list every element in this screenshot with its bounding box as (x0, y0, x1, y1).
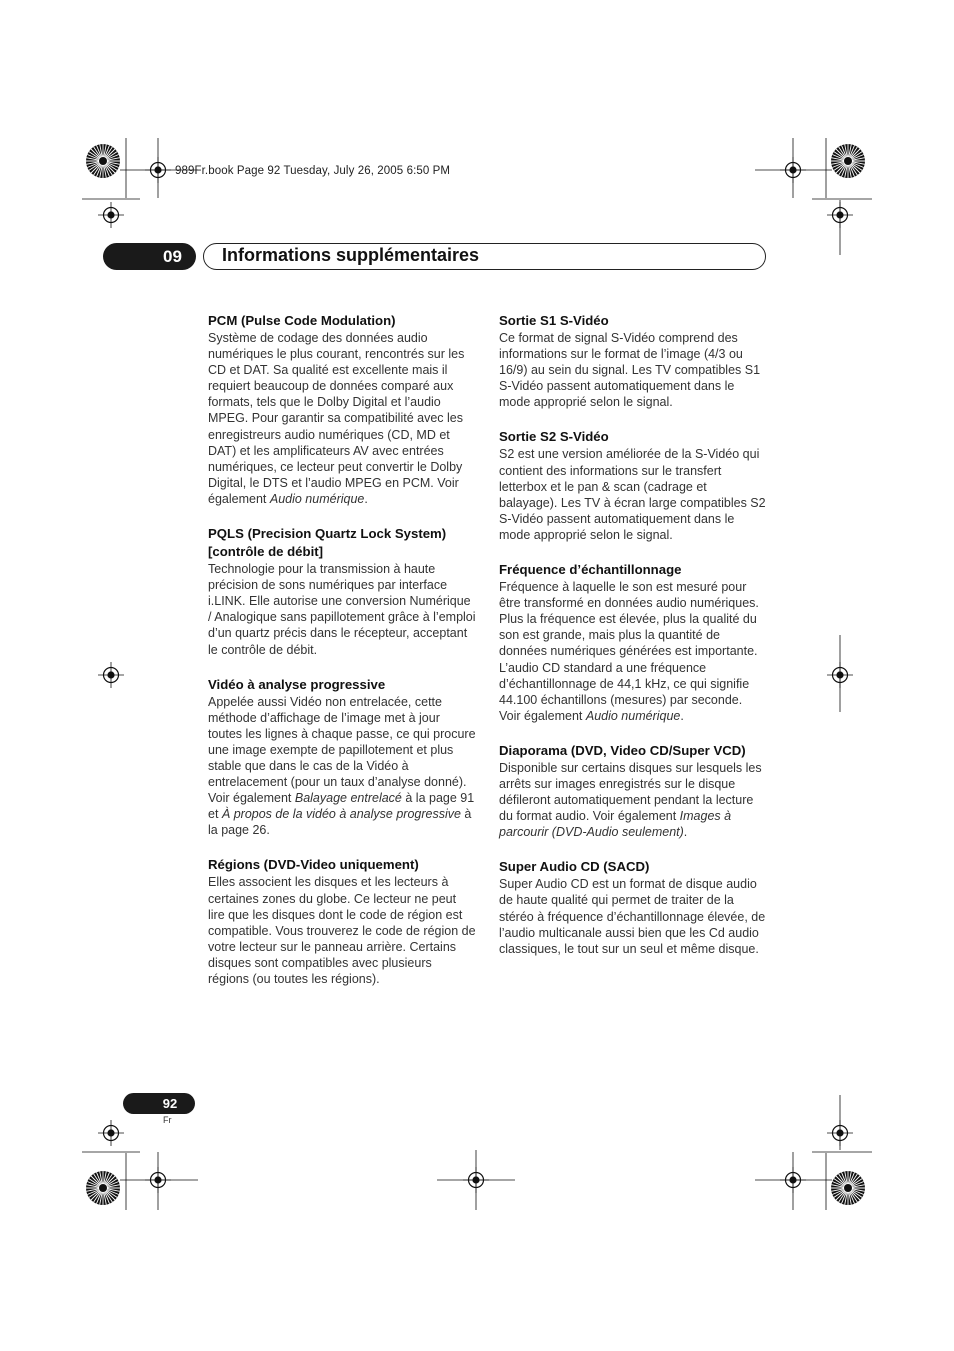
corner-mark-top-right (755, 138, 872, 255)
glossary-term: Sortie S2 S-Vidéo (499, 429, 609, 445)
cross-reference: À propos de la vidéo à analyse progressive (221, 807, 461, 822)
glossary-term: PCM (Pulse Code Modulation) (208, 313, 396, 328)
glossary-entry (499, 312, 767, 410)
definition-text: . (364, 491, 368, 506)
definition-text: à la page 91 et (208, 791, 475, 822)
definition-text: S2 est une version améliorée de la S-Vidéo qui contient des informations sur le transfert letterbox et le pan & scan (cadrage et balayage). Les TV à écran large compatibles S2 S-Vidéo passent automatiquement dans le mode approprié selon le signal. (499, 447, 766, 542)
definition-text: Ce format de signal S-Vidéo comprend des informations sur le format de l’image (4/3 ou 16/9) au sein du signal. Les TV compatibles S1 S-Vidéo passent automatiquement dans le mode approprié selon le signal. (499, 331, 761, 410)
glossary-definition (208, 330, 476, 507)
glossary-entry (208, 312, 476, 507)
glossary-entry (208, 676, 476, 839)
bottom-center-mark (437, 1150, 515, 1210)
corner-mark-bottom-left (82, 1120, 198, 1210)
glossary-definition (208, 694, 476, 839)
glossary-column-left (208, 312, 476, 1005)
chapter-title: Informations supplémentaires (222, 245, 480, 265)
definition-text: . (680, 708, 684, 723)
glossary-term: Fréquence d’échantillonnage (499, 562, 682, 578)
glossary-term: PQLS (Precision Quartz Lock System) [contrôle de débit] (208, 526, 447, 560)
glossary-definition (208, 874, 476, 987)
definition-text: Elles associent les disques et les lecteurs à certaines zones du globe. Ce lecteur ne peut lire que les disques dont le code de région est compatible. Vous trouverez le code de région de votre lecteur sur le panneau arrière. Certains disques sont compatibles avec plusieurs régions (ou toutes les régions). (208, 875, 476, 986)
glossary-definition (499, 760, 767, 840)
glossary-entry (499, 561, 767, 724)
definition-text: Technologie pour la transmission à haute précision de sons numériques par interface i.LINK. Elle autorise une conversion Numérique / Analogique sans papillotement grâce à l’emploi d’un quartz précis dans le récepteur, acceptant le contrôle de débit. (208, 562, 476, 657)
glossary-entry (499, 428, 767, 543)
glossary-definition (499, 446, 767, 543)
glossary-entry (499, 858, 767, 956)
glossary-column-right (499, 312, 767, 975)
cross-reference: Audio numérique (269, 491, 365, 506)
definition-text: Appelée aussi Vidéo non entrelacée, cette méthode d’affichage de l’image met à jour toutes les lignes à chaque passe, ce qui procure une image exempte de papillotement et plus stable que dans le cas de la Vidéo à entrelacement (pour un taux d’analyse donné). Voir également (208, 694, 476, 806)
cross-reference: Balayage entrelacé (294, 791, 402, 806)
glossary-entry (208, 525, 476, 658)
definition-text: Système de codage des données audio numériques le plus courant, rencontrés sur les CD et DAT. Sa qualité est excellente mais il requiert beaucoup de données comparé aux formats, tels que le Dolby Digital et l’audio MPEG. Pour garantir sa compatibilité avec les enregistreurs audio numériques (CD, MD et DAT) et les amplificateurs AV avec entrées numériques, ce lecteur peut convertir le Dolby Digital, le DTS et l’audio MPEG en PCM. Voir également (208, 331, 465, 506)
page-number: 92 (162, 1096, 178, 1111)
definition-text: . (683, 825, 688, 840)
corner-mark-top-left (82, 138, 198, 228)
glossary-definition (499, 579, 767, 724)
definition-text: Disponible sur certains disques sur lesquels les arrêts sur images enregistrés sur le disque défileront automatiquement pendant la lecture du format audio. Voir également (499, 760, 762, 824)
definition-text: Super Audio CD est un format de disque audio de haute qualité qui permet de traiter de la stéréo à fréquence d’échantillonnage élevée, de l’audio multicanale aussi bien que les Cd audio classiques, le tout sur un seul et même disque. (499, 877, 766, 956)
glossary-term: Diaporama (DVD, Video CD/Super VCD) (499, 742, 746, 758)
side-mark-left (98, 662, 124, 688)
definition-text: à la page 26. (208, 807, 472, 838)
glossary-term: Vidéo à analyse progressive (208, 676, 386, 692)
glossary-term: Régions (DVD-Video uniquement) (208, 857, 419, 873)
glossary-definition (208, 561, 476, 658)
glossary-entry (499, 742, 767, 840)
corner-mark-bottom-right (755, 1095, 872, 1210)
page-language: Fr (163, 1115, 172, 1125)
glossary-term: Super Audio CD (SACD) (499, 859, 650, 875)
glossary-definition (499, 330, 767, 410)
glossary-definition (499, 876, 767, 956)
glossary-term: Sortie S1 S-Vidéo (499, 313, 609, 328)
cross-reference: Images à parcourir (DVD-Audio seulement) (499, 809, 732, 840)
chapter-number: 09 (163, 246, 182, 266)
definition-text: Fréquence à laquelle le son est mesuré pour être transformé en données audio numériques. Plus la fréquence est élevée, plus la qualité du son est grande, mais plus la quantité de données numériques générées est importante. L’audio CD standard a une fréquence d’échantillonnage de 44,1 kHz, ce qui signifie 44.100 échantillons (mesures) par seconde. Voir également (499, 580, 759, 723)
glossary-entry (208, 856, 476, 987)
print-header: 989Fr.book Page 92 Tuesday, July 26, 2005 6:50 PM (175, 165, 451, 177)
side-mark-right (827, 635, 853, 712)
chapter-number-tab (103, 243, 196, 270)
cross-reference: Audio numérique (585, 708, 681, 723)
page-number-tab (123, 1093, 195, 1114)
